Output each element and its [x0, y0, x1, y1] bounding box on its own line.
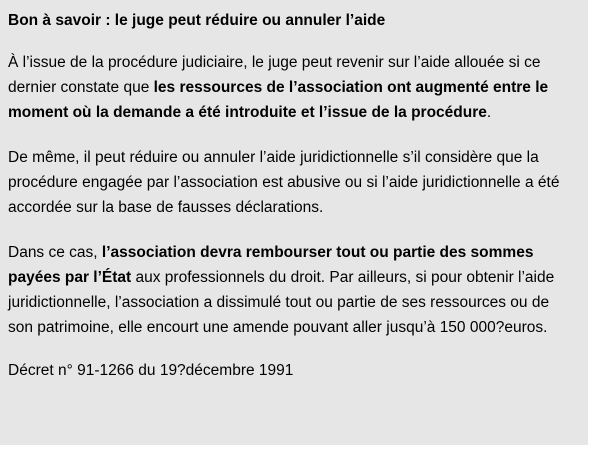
paragraph-3-text-b: aux professionnels du droit. Par ailleurs, si pour obtenir l’aide juridictionnelle, l’association a dissimulé tout ou partie de ses ressources ou de son patrimoine, elle encourt une amende pouvant aller jusqu’à 150 000?euros. — [8, 269, 555, 336]
paragraph-3-text-a: Dans ce cas, — [8, 244, 102, 261]
paragraph-1-text-a: À l’issue de la procédure judiciaire, le juge peut revenir sur l’aide allouée si ce dernier constate que — [8, 54, 541, 96]
paragraph-3-bold: l’association devra rembourser tout ou partie des sommes payées par l’État — [8, 244, 534, 286]
paragraph-2-text: De même, il peut réduire ou annuler l’aide juridictionnelle s’il considère que la procédure engagée par l’association est abusive ou si l’aide juridictionnelle a été accordée sur la base de fausses déclarations. — [8, 149, 560, 216]
box-title: Bon à savoir : le juge peut réduire ou annuler l’aide — [8, 12, 386, 29]
decree-text: Décret n° 91-1266 du 19?décembre 1991 — [8, 362, 294, 379]
paragraph-1-bold: les ressources de l’association ont augmenté entre le moment où la demande a été introduite et l’issue de la procédure — [8, 79, 549, 121]
paragraph-1-text-b: . — [486, 104, 492, 121]
paragraph-repayment — [8, 240, 578, 340]
paragraph-judge-review — [8, 50, 578, 125]
decree-reference — [8, 360, 578, 382]
paragraph-abuse — [8, 145, 578, 220]
